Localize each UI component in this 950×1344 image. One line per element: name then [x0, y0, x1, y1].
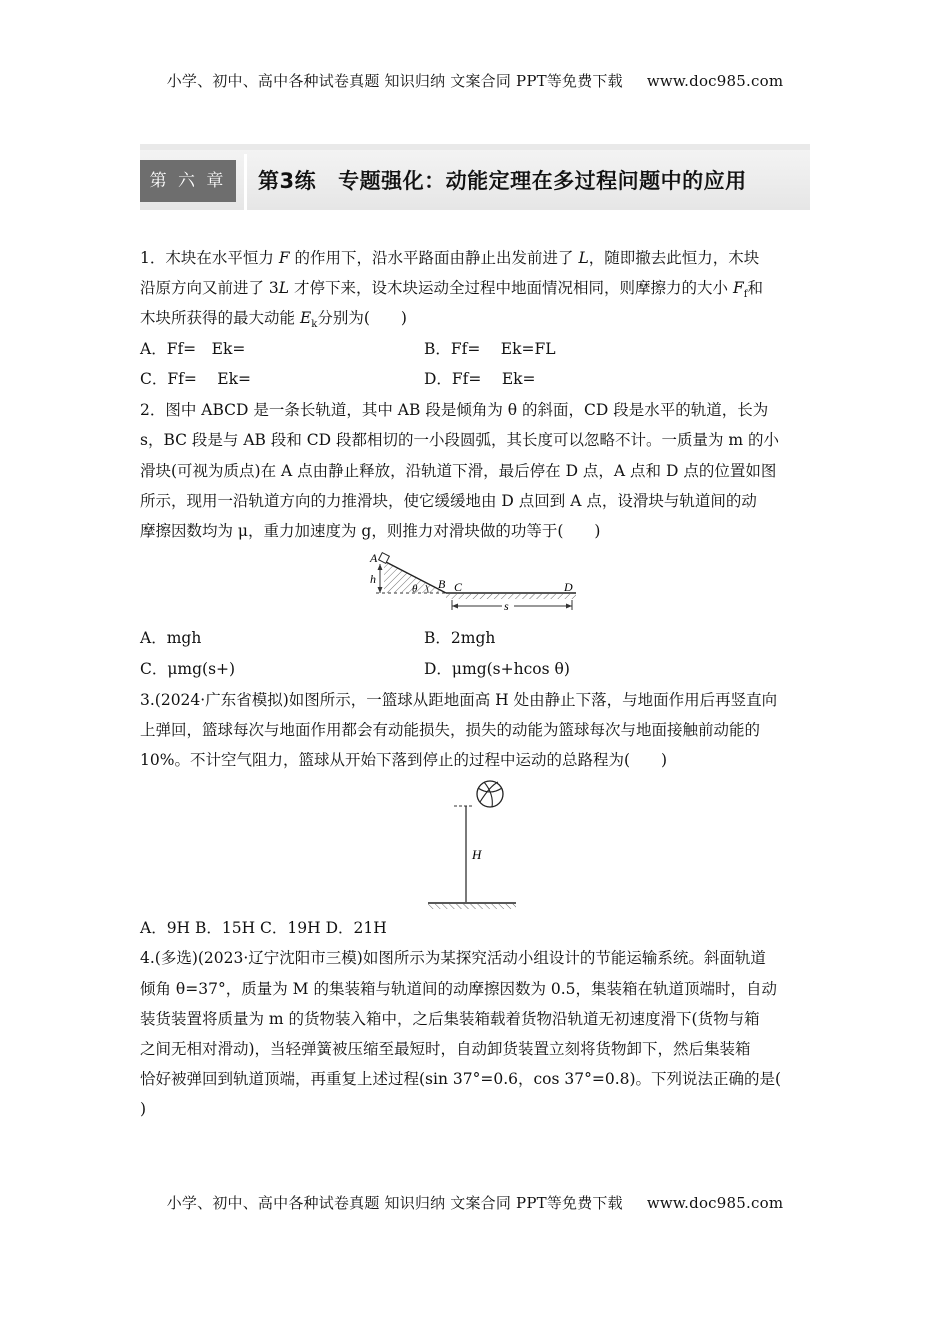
q1-option-d[interactable]: D．Ff= Ek= [424, 370, 536, 388]
q2-line-4: 所示，现用一沿轨道方向的力推滑块，使它缓缓地由 D 点回到 A 点，设滑块与轨道间的动 [140, 492, 757, 510]
q4-line-5: 恰好被弹回到轨道顶端，再重复上述过程(sin 37°=0.6，cos 37°=0.8)。下列说法正确的是( [140, 1070, 782, 1088]
q2-line-1: 2．图中 ABCD 是一条长轨道，其中 AB 段是倾角为 θ 的斜面，CD 段是水平的轨道，长为 [140, 401, 769, 419]
q4-line-4: 之间无相对滑动)，当轻弹簧被压缩至最短时，自动卸货装置立刻将货物卸下，然后集装箱 [140, 1040, 751, 1058]
page-header [0, 70, 950, 91]
q2-line-2: s，BC 段是与 AB 段和 CD 段都相切的一小段圆弧，其长度可以忽略不计。一质量为 m 的小 [140, 431, 780, 449]
chapter-banner [140, 144, 810, 210]
slider-block [379, 553, 390, 564]
page-title [258, 160, 747, 202]
footer-url[interactable]: www.doc985.com [646, 1194, 784, 1212]
q4-line-1: 4.(多选)(2023·辽宁沈阳市三模)如图所示为某探究活动小组设计的节能运输系统。斜面轨道 [140, 949, 766, 967]
q3-options[interactable]: A．9H B．15H C．19H D．21H [140, 919, 387, 937]
footer-text: 小学、初中、高中各种试卷真题 知识归纳 文案合同 PPT等免费下载 [166, 1194, 623, 1212]
label-C: C [454, 580, 463, 594]
q1-option-b[interactable]: B．Ff= Ek=FL [424, 340, 556, 358]
q3-line-2: 上弹回，篮球每次与地面作用都会有动能损失，损失的动能为篮球每次与地面接触前动能的 [140, 721, 761, 739]
q3-basketball-figure [420, 776, 520, 912]
label-H: H [472, 847, 482, 862]
page-footer [0, 1192, 950, 1213]
label-B: B [438, 577, 446, 591]
label-theta: θ [412, 583, 418, 595]
label-D: D [564, 580, 573, 594]
q2-option-c[interactable]: C．μmg(s+) [140, 660, 236, 678]
q1-option-c[interactable]: C．Ff= Ek= [140, 370, 251, 388]
basketball-icon [477, 781, 503, 807]
q2-track-figure [368, 548, 584, 616]
q2-line-5: 摩擦因数均为 μ，重力加速度为 g，则推力对滑块做的功等于( ) [140, 522, 601, 540]
label-A: A [370, 551, 378, 565]
chapter-tag: 第 六 章 [140, 160, 236, 202]
header-text: 小学、初中、高中各种试卷真题 知识归纳 文案合同 PPT等免费下载 [166, 72, 623, 90]
q4-line-6: ) [140, 1100, 147, 1118]
exercise-title: 专题强化：动能定理在多过程问题中的应用 [338, 169, 747, 193]
q2-line-3: 滑块(可视为质点)在 A 点由静止释放，沿轨道下滑，最后停在 D 点，A 点和 D 点的位置如图 [140, 462, 777, 480]
q1-line-1: 1．木块在水平恒力 F 的作用下，沿水平路面由静止出发前进了 L，随即撤去此恒力，木块 [140, 249, 760, 267]
q4-line-3: 装货装置将质量为 m 的货物装入箱中，之后集装箱载着货物沿轨道无初速度滑下(货物与箱 [140, 1010, 760, 1028]
q3-line-1: 3.(2024·广东省模拟)如图所示，一篮球从距地面高 H 处由静止下落，与地面作用后再竖直向 [140, 691, 778, 709]
q2-option-b[interactable]: B．2mgh [424, 629, 496, 647]
q2-option-a[interactable]: A．mgh [140, 629, 202, 647]
exercise-code: 第3练 [258, 169, 317, 193]
q1-line-3: 木块所获得的最大动能 $E_k$分别为( ) [140, 309, 407, 331]
q4-line-2: 倾角 θ=37°，质量为 M 的集装箱与轨道间的动摩擦因数为 0.5，集装箱在轨道顶端时，自动 [140, 980, 778, 998]
header-url[interactable]: www.doc985.com [646, 72, 784, 90]
banner-divider [244, 154, 247, 210]
q1-line-2: 沿原方向又前进了 3L 才停下来，设木块运动全过程中地面情况相同，则摩擦力的大小 $F_f$和 [140, 279, 763, 301]
q1-option-a[interactable]: A．Ff= Ek= [140, 340, 246, 358]
q3-line-3: 10%。不计空气阻力，篮球从开始下落到停止的过程中运动的总路程为( ) [140, 751, 668, 769]
q2-option-d[interactable]: D．μmg(s+hcos θ) [424, 660, 570, 678]
label-s: s [504, 599, 509, 613]
label-h: h [370, 572, 376, 586]
